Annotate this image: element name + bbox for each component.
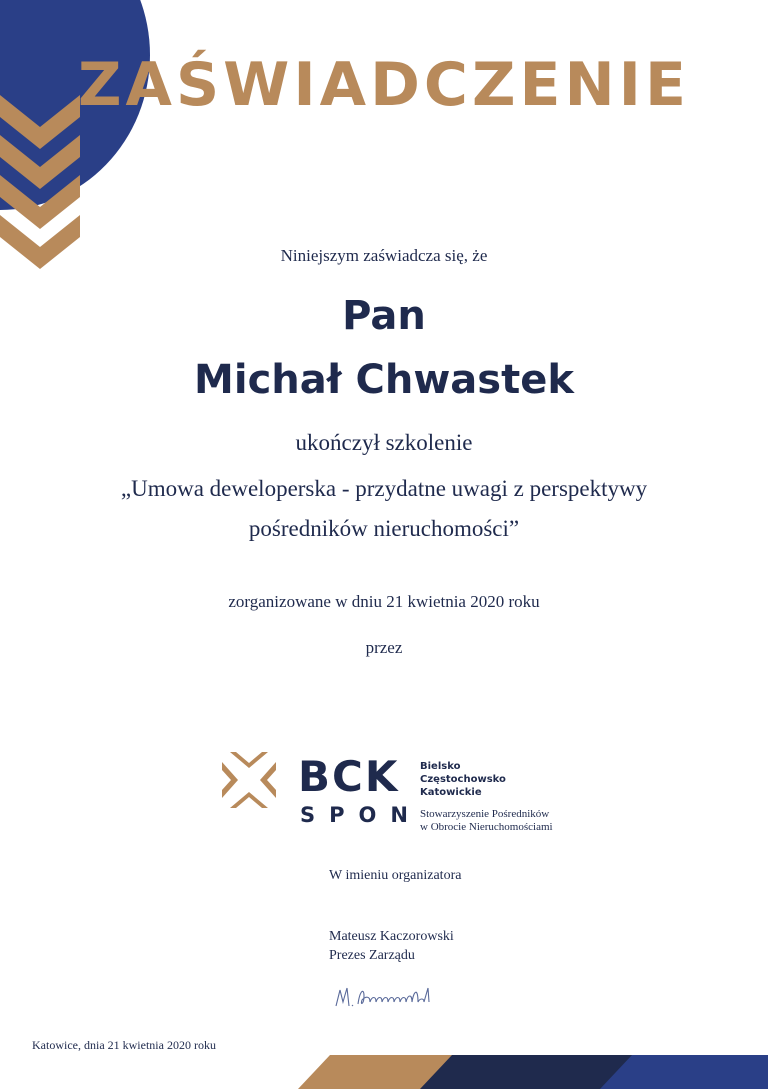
- decorative-bottom-band: [0, 1055, 768, 1089]
- signer-name: Mateusz Kaczorowski: [329, 929, 454, 944]
- assoc-line-2: w Obrocie Nieruchomościami: [420, 821, 553, 833]
- course-title-line1: „Umowa deweloperska - przydatne uwagi z perspektywy: [120, 476, 648, 501]
- logo-association-text: [420, 808, 553, 834]
- region-line-2: Częstochowsko: [420, 774, 506, 785]
- decorative-chevrons: [0, 95, 80, 270]
- logo-spon-text: SPON: [300, 803, 422, 827]
- completed-text: ukończył szkolenie: [295, 430, 473, 455]
- region-line-3: Katowickie: [420, 787, 482, 798]
- region-line-1: Bielsko: [420, 761, 461, 772]
- intro-text: Niniejszym zaświadcza się, że: [280, 246, 488, 265]
- organizer-logo: [220, 750, 580, 840]
- by-text: przez: [365, 638, 403, 657]
- course-title-line2: pośredników nieruchomości”: [248, 516, 520, 541]
- on-behalf-text: W imieniu organizatora: [329, 868, 462, 883]
- signer-role: Prezes Zarządu: [329, 948, 415, 963]
- recipient-name: Michał Chwastek: [194, 357, 574, 403]
- bck-logo-mark-icon: [220, 750, 278, 810]
- salutation: Pan: [342, 293, 426, 339]
- logo-region-text: [420, 760, 506, 799]
- assoc-line-1: Stowarzyszenie Pośredników: [420, 808, 550, 820]
- footer-place-date: Katowice, dnia 21 kwietnia 2020 roku: [32, 1038, 216, 1052]
- certificate-title: ZAŚWIADCZENIE: [78, 50, 690, 120]
- handwritten-signature: [334, 982, 439, 1012]
- organized-date-text: zorganizowane w dniu 21 kwietnia 2020 roku: [228, 592, 540, 611]
- logo-bck-text: BCK: [298, 752, 400, 801]
